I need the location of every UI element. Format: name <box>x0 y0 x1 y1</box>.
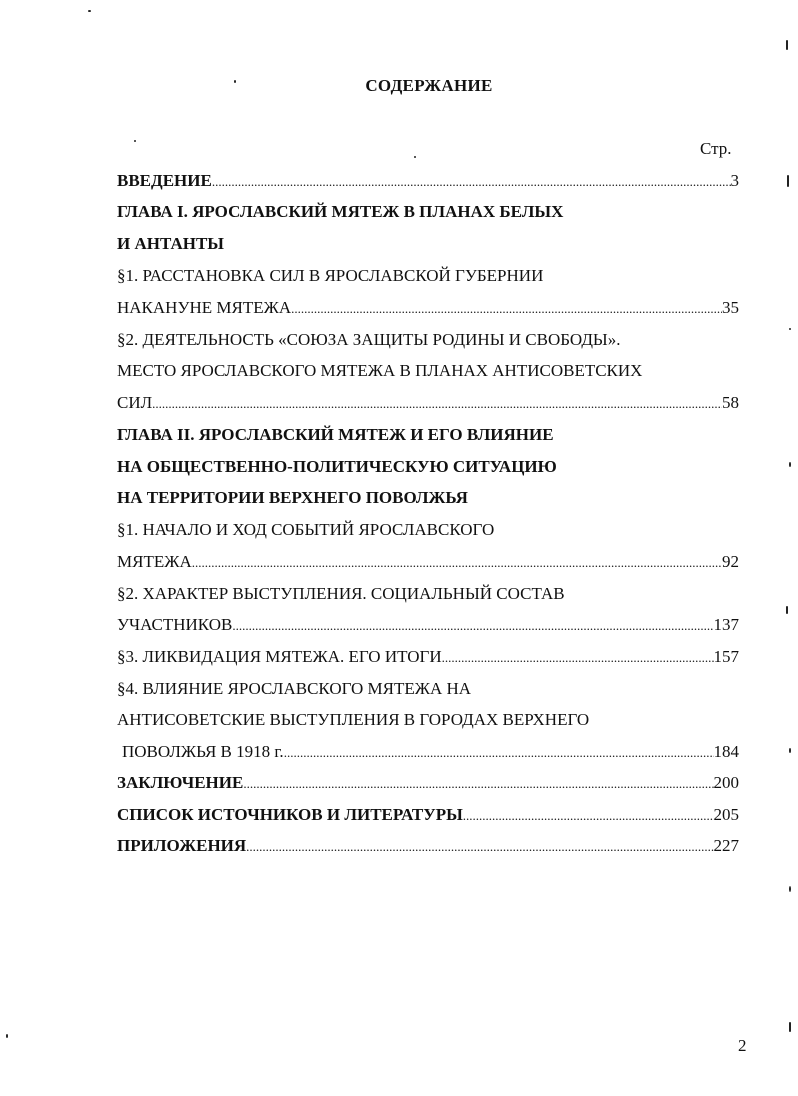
dot-leader <box>284 742 714 764</box>
toc-entry-page: 205 <box>713 805 739 824</box>
toc-entry-text: МЕСТО ЯРОСЛАВСКОГО МЯТЕЖА В ПЛАНАХ АНТИСОВЕТСКИХ <box>117 361 643 380</box>
scan-speck <box>88 10 91 12</box>
toc-entry-text: СПИСОК ИСТОЧНИКОВ И ЛИТЕРАТУРЫ <box>117 805 463 824</box>
dot-leader <box>246 836 713 858</box>
toc-entry-text: ПРИЛОЖЕНИЯ <box>117 836 247 855</box>
scan-speck <box>789 1022 791 1032</box>
dot-leader <box>152 393 722 415</box>
toc-entry-page: 35 <box>722 298 739 317</box>
scan-speck <box>789 748 791 753</box>
toc-chapter-1-heading-cont <box>117 233 739 255</box>
toc-entry-page: 92 <box>722 552 739 571</box>
scan-speck <box>6 1034 8 1038</box>
toc-section-2-4-end <box>117 741 739 763</box>
toc-entry-text: НА ТЕРРИТОРИИ ВЕРХНЕГО ПОВОЛЖЬЯ <box>117 488 468 507</box>
toc-section-1-1 <box>117 265 739 287</box>
scan-speck <box>786 606 788 614</box>
toc-chapter-2-heading-cont <box>117 456 739 478</box>
toc-entry-text: ЗАКЛЮЧЕНИЕ <box>117 773 244 792</box>
toc-section-2-1-cont <box>117 551 739 573</box>
toc-entry-conclusion <box>117 772 739 794</box>
toc-section-1-2 <box>117 329 739 351</box>
toc-entry-bibliography <box>117 804 739 826</box>
toc-section-2-4-cont <box>117 709 739 731</box>
toc-section-2-4 <box>117 678 739 700</box>
toc-entry-text: §2. ХАРАКТЕР ВЫСТУПЛЕНИЯ. СОЦИАЛЬНЫЙ СОСТАВ <box>117 584 565 603</box>
toc-entry-text: §2. ДЕЯТЕЛЬНОСТЬ «СОЮЗА ЗАЩИТЫ РОДИНЫ И СВОБОДЫ». <box>117 330 621 349</box>
toc-entry-text: §1. РАССТАНОВКА СИЛ В ЯРОСЛАВСКОЙ ГУБЕРНИИ <box>117 266 544 285</box>
page-column-label: Стр. <box>700 139 732 158</box>
toc-entry-text: УЧАСТНИКОВ <box>117 615 233 634</box>
toc-section-2-3 <box>117 646 739 668</box>
scan-speck <box>414 156 416 158</box>
scan-speck <box>787 175 789 187</box>
dot-leader <box>463 805 714 827</box>
toc-entry-text: НА ОБЩЕСТВЕННО-ПОЛИТИЧЕСКУЮ СИТУАЦИЮ <box>117 457 557 476</box>
toc-entry-page: 58 <box>722 393 739 412</box>
toc-entry-text: ГЛАВА II. ЯРОСЛАВСКИЙ МЯТЕЖ И ЕГО ВЛИЯНИЕ <box>117 425 554 444</box>
toc-entry-text: СИЛ <box>117 393 153 412</box>
dot-leader <box>192 552 722 574</box>
toc-entry-text: АНТИСОВЕТСКИЕ ВЫСТУПЛЕНИЯ В ГОРОДАХ ВЕРХНЕГО <box>117 710 590 729</box>
toc-entry-text: НАКАНУНЕ МЯТЕЖА <box>117 298 292 317</box>
toc-entry-text: ГЛАВА I. ЯРОСЛАВСКИЙ МЯТЕЖ В ПЛАНАХ БЕЛЫХ <box>117 202 564 221</box>
page-title: СОДЕРЖАНИЕ <box>365 76 493 95</box>
toc-entry-page: 137 <box>713 615 739 634</box>
toc-chapter-1-heading <box>117 201 739 223</box>
toc-entry-text: ВВЕДЕНИЕ <box>117 171 212 190</box>
toc-section-1-2-cont <box>117 360 739 382</box>
toc-section-2-2-cont <box>117 614 739 636</box>
toc-entry-text: ПОВОЛЖЬЯ В 1918 г. <box>122 742 284 761</box>
toc-entry-text: И АНТАНТЫ <box>117 234 224 253</box>
toc-chapter-2-heading-end <box>117 487 739 509</box>
scan-speck <box>134 140 136 142</box>
toc-entry-page: 200 <box>713 773 739 792</box>
page-number: 2 <box>738 1036 747 1055</box>
toc-entry-page: 184 <box>713 742 739 761</box>
dot-leader <box>212 171 731 193</box>
toc-entry-introduction <box>117 170 739 192</box>
scan-speck <box>234 80 236 83</box>
toc-section-2-1 <box>117 519 739 541</box>
toc-entry-page: 227 <box>713 836 739 855</box>
scan-speck <box>789 328 791 330</box>
toc-entry-page: 3 <box>730 171 739 190</box>
dot-leader <box>232 615 713 637</box>
toc-chapter-2-heading <box>117 424 739 446</box>
toc-section-2-2 <box>117 583 739 605</box>
toc-entry-text: §4. ВЛИЯНИЕ ЯРОСЛАВСКОГО МЯТЕЖА НА <box>117 679 472 698</box>
dot-leader <box>442 647 714 669</box>
toc-entry-page: 157 <box>713 647 739 666</box>
scan-speck <box>789 462 791 467</box>
toc-section-1-1-cont <box>117 297 739 319</box>
toc-entry-text: §1. НАЧАЛО И ХОД СОБЫТИЙ ЯРОСЛАВСКОГО <box>117 520 495 539</box>
scan-speck <box>786 40 788 50</box>
scan-speck <box>789 886 791 892</box>
dot-leader <box>291 298 722 320</box>
toc-entry-text: МЯТЕЖА <box>117 552 192 571</box>
toc-entry-appendices <box>117 835 739 857</box>
dot-leader <box>243 773 713 795</box>
toc-entry-text: §3. ЛИКВИДАЦИЯ МЯТЕЖА. ЕГО ИТОГИ <box>117 647 442 666</box>
toc-section-1-2-end <box>117 392 739 414</box>
